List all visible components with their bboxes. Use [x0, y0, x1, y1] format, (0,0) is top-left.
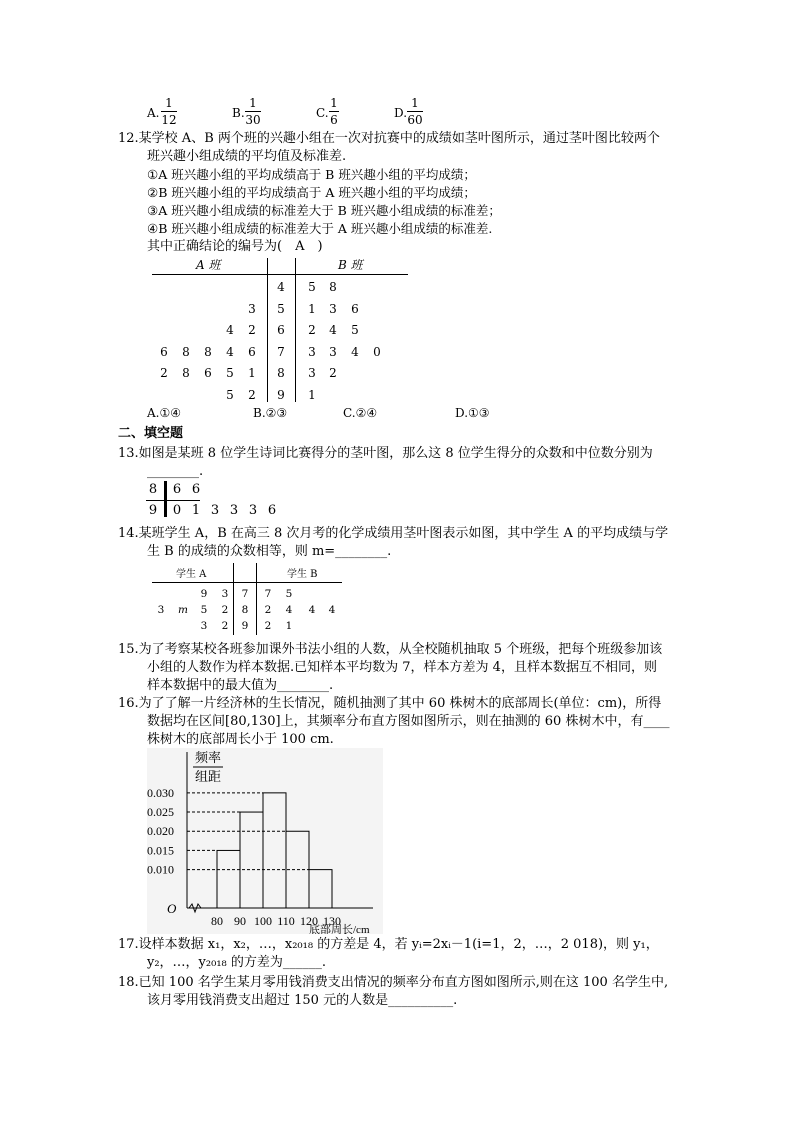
leaf-a: 4 [226, 323, 234, 337]
leaf-b: 2 [264, 604, 272, 616]
leaf-a: 5 [226, 387, 234, 402]
stem: 5 [277, 301, 285, 316]
leaf-b: 7 [264, 588, 272, 600]
numerator: 1 [330, 96, 338, 110]
leaf-b: 4 [329, 323, 337, 337]
leaf-a: 5 [200, 604, 208, 616]
option-c-fraction [329, 96, 339, 127]
option-d-label: D. [394, 106, 408, 120]
xlabel: 底部周长/cm [309, 924, 370, 934]
leaf-a: m [178, 604, 188, 616]
leaf-b: 1 [308, 387, 316, 402]
divider-right [295, 258, 296, 402]
q16-line1: 16.为了了解一片经济林的生长情况，随机抽测了其中 60 株树木的底部周长(单位：cm)，所得 [118, 696, 662, 711]
q15-line2: 小组的人数作为样本数据.已知样本平均数为 7，样本方差为 4，且样本数据互不相同，则 [147, 660, 657, 675]
q17-line2: y₂，…，y₂₀₁₈ 的方差为______. [147, 955, 327, 970]
table-top-rule [152, 274, 408, 275]
ytick-label: 0.025 [147, 805, 174, 820]
stem: 8 [148, 482, 158, 497]
stem: 9 [241, 620, 249, 632]
leaf-a: 8 [204, 344, 212, 359]
leaf-b: 2 [264, 620, 272, 632]
q13-line2: ________. [147, 464, 204, 479]
leaf: 1 [191, 503, 201, 518]
q12-option-d: D.①③ [455, 406, 490, 420]
numerator: 1 [411, 96, 419, 110]
leaf-a: 2 [221, 604, 229, 616]
stem: 8 [241, 604, 249, 616]
stem: 9 [148, 503, 158, 518]
leaf-b: 4 [285, 604, 293, 616]
ylabel-top: 频率 [195, 750, 222, 765]
q15-line3: 样本数据中的最大值为________. [147, 678, 334, 693]
xtick-label: 80 [211, 914, 223, 928]
option-b-fraction [245, 96, 261, 127]
stem: 4 [277, 280, 285, 294]
leaf-a: 2 [248, 387, 256, 402]
leaf-b: 3 [329, 344, 337, 359]
denominator: 6 [330, 113, 338, 127]
section-title: 二、填空题 [118, 426, 184, 441]
stem: 7 [277, 344, 285, 359]
leaf-a: 3 [157, 604, 165, 616]
q13-stem-bar [164, 481, 167, 517]
leaf: 3 [248, 503, 258, 518]
leaf-b: 5 [308, 280, 316, 294]
leaf-a: 9 [200, 588, 208, 600]
xtick-label: 130 [323, 914, 341, 928]
stem: 8 [277, 366, 285, 380]
leaf: 3 [229, 503, 239, 518]
stem: 7 [241, 588, 249, 600]
leaf-a: 4 [226, 344, 234, 359]
q16-line2: 数据均在区间[80,130]上，其频率分布直方图如图所示，则在抽测的 60 株树木中，有____ [147, 714, 670, 729]
q12-ask: 其中正确结论的编号为( A ) [147, 239, 323, 254]
leaf-a: 6 [160, 344, 168, 359]
leaf-a: 2 [160, 366, 168, 380]
student-b-header: 学生 B [287, 569, 318, 580]
leaf-b: 4 [328, 604, 336, 616]
numerator: 1 [249, 96, 257, 110]
leaf-b: 8 [329, 280, 337, 294]
xtick-label: 90 [234, 914, 246, 928]
option-a-label: A. [147, 106, 160, 120]
q12-statement-2: ②B 班兴趣小组的平均成绩高于 A 班兴趣小组的平均成绩； [147, 185, 476, 200]
q14-divider-right [256, 563, 257, 635]
denominator: 12 [161, 113, 177, 127]
leaf-a: 2 [248, 323, 256, 337]
q14-line1: 14.某班学生 A，B 在高三 8 次月考的化学成绩用茎叶图表示如图，其中学生 A 的平均成绩与学 [118, 526, 669, 541]
leaf-a: 1 [248, 366, 256, 380]
leaf-a: 6 [204, 366, 212, 380]
option-b-label: B. [232, 106, 245, 120]
q12-line2: 班兴趣小组成绩的平均值及标准差. [147, 149, 347, 164]
origin-label: O [167, 901, 177, 916]
class-a-header: A 班 [196, 258, 221, 272]
leaf-b: 3 [329, 301, 337, 316]
q12-statement-3: ③A 班兴趣小组成绩的标准差大于 B 班兴趣小组成绩的标准差； [147, 203, 501, 218]
q14-divider-left [233, 563, 234, 635]
leaf-b: 3 [308, 344, 316, 359]
leaf-b: 5 [285, 588, 293, 600]
denominator: 30 [245, 113, 261, 127]
q18-line2: 该月零用钱消费支出超过 150 元的人数是__________. [147, 993, 458, 1008]
q18-line1: 18.已知 100 名学生某月零用钱消费支出情况的频率分布直方图如图所示,则在这 100 名学生中, [118, 975, 669, 990]
xtick-label: 120 [300, 914, 318, 928]
leaf: 6 [172, 482, 182, 497]
denominator: 60 [407, 113, 423, 127]
class-b-header: B 班 [338, 258, 363, 272]
leaf-a: 3 [248, 301, 256, 316]
leaf-a: 3 [200, 620, 208, 632]
histogram-background [147, 748, 383, 934]
stem: 6 [277, 323, 285, 337]
option-c-label: C. [316, 106, 329, 120]
q12-option-b: B.②③ [253, 406, 288, 420]
leaf: 6 [267, 503, 277, 518]
divider-left [267, 258, 268, 402]
q15-line1: 15.为了考察某校各班参加课外书法小组的人数，从全校随机抽取 5 个班级，把每个班级参加该 [118, 642, 663, 657]
leaf-a: 8 [182, 366, 190, 380]
leaf: 3 [210, 503, 220, 518]
option-d-fraction [407, 96, 423, 127]
leaf-b: 1 [285, 620, 293, 632]
q13-row-rule [146, 500, 200, 501]
option-a-fraction [161, 96, 177, 127]
leaf-a: 2 [221, 620, 229, 632]
ylabel-bottom: 组距 [195, 769, 222, 784]
q14-line2: 生 B 的成绩的众数相等，则 m=________. [147, 544, 392, 559]
q12-line1: 12.某学校 A、B 两个班的兴趣小组在一次对抗赛中的成绩如茎叶图所示，通过茎叶图比较两个 [118, 131, 660, 146]
leaf: 0 [172, 503, 182, 518]
ytick-label: 0.030 [147, 785, 174, 800]
leaf-b: 5 [351, 323, 359, 337]
q13-line1: 13.如图是某班 8 位学生诗词比赛得分的茎叶图，那么这 8 位学生得分的众数和中位数分别为 [118, 446, 653, 461]
q16-line3: 株树木的底部周长小于 100 cm. [147, 732, 334, 747]
q12-statement-4: ④B 班兴趣小组成绩的标准差大于 A 班兴趣小组成绩的标准差. [147, 221, 493, 236]
leaf-a: 8 [182, 344, 190, 359]
leaf: 6 [191, 482, 201, 497]
leaf-b: 1 [308, 301, 316, 316]
ytick-label: 0.010 [147, 862, 174, 877]
q12-statement-1: ①A 班兴趣小组的平均成绩高于 B 班兴趣小组的平均成绩； [147, 167, 476, 182]
q17-line1: 17.设样本数据 x₁，x₂，…，x₂₀₁₈ 的方差是 4，若 yᵢ=2xᵢ－1(i=1，2，…，2 018)，则 y₁， [118, 937, 659, 952]
frequency-histogram [147, 748, 383, 934]
ytick-label: 0.015 [147, 843, 174, 858]
leaf-b: 2 [308, 323, 316, 337]
q12-option-a: A.①④ [147, 406, 181, 420]
leaf-b: 4 [351, 344, 359, 359]
leaf-a: 6 [248, 344, 256, 359]
leaf-b: 2 [329, 366, 337, 380]
xtick-label: 100 [254, 914, 272, 928]
q12-option-c: C.②④ [343, 406, 378, 420]
leaf-b: 3 [308, 366, 316, 380]
numerator: 1 [165, 96, 173, 110]
leaf-b: 6 [351, 301, 359, 316]
leaf-a: 5 [226, 366, 234, 380]
xtick-label: 110 [277, 914, 295, 928]
leaf-b: 0 [373, 344, 381, 359]
ytick-label: 0.020 [147, 824, 174, 839]
student-a-header: 学生 A [176, 569, 207, 580]
stem: 9 [277, 387, 285, 402]
leaf-b: 4 [308, 604, 316, 616]
leaf-a: 3 [221, 588, 229, 600]
